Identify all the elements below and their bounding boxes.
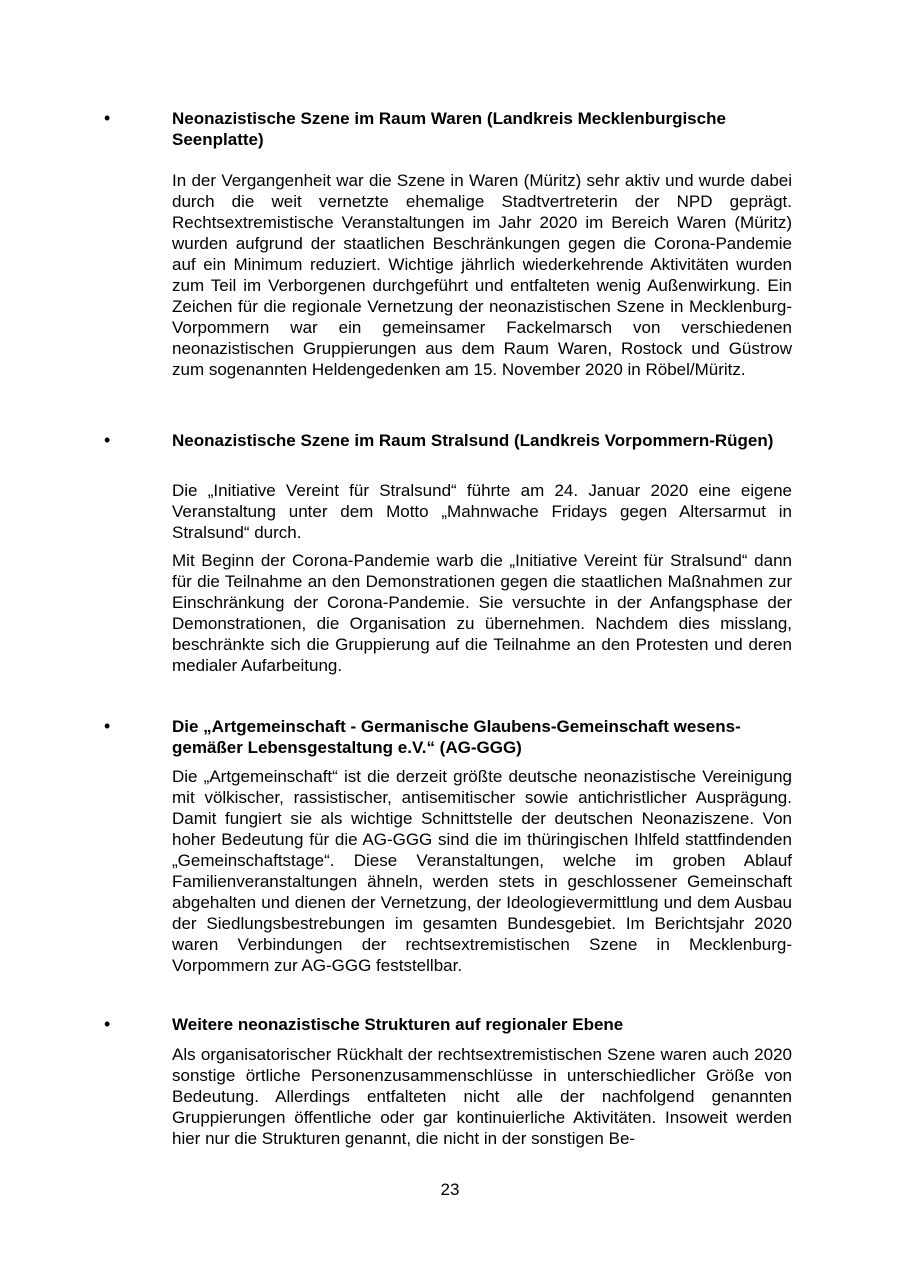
section-heading: Die „Artgemeinschaft - Germanische Glaubens-Gemeinschaft wesensgemäßer Lebensgestaltung e.V.“ (AG-GGG) xyxy=(172,717,741,757)
section-paragraph: Die „Artgemeinschaft“ ist die derzeit größte deutsche neonazistische Vereinigung mit völkischer, rassistischer, antisemitischer sowie antichristlicher Ausprägung. Damit fungiert sie als wichtige Schnittstelle der deutschen Neonaziszene. Von hoher Bedeutung für die AG-GGG sind die im thüringischen Ihlfeld stattfindenden „Gemeinschaftstage“. Diese Veranstaltungen, welche im groben Ablauf Familienveranstaltungen ähneln, werden stets in geschlossener Gemeinschaft abgehalten und dienen der Vernetzung, der Ideologievermittlung und dem Ausbau der Siedlungsbestrebungen im gesamten Bundesgebiet. Im Berichtsjahr 2020 waren Verbindungen der rechtsextremistischen Szene in Mecklenburg-Vorpommern zur AG-GGG feststellbar. xyxy=(172,767,792,975)
section-heading: Neonazistische Szene im Raum Waren (Landkreis Mecklenburgische Seenplatte) xyxy=(172,109,726,149)
bullet-marker: • xyxy=(104,430,111,450)
page-number: 23 xyxy=(440,1180,460,1199)
section-paragraph: Mit Beginn der Corona-Pandemie warb die „Initiative Vereint für Stralsund“ dann für die Teilnahme an den Demonstrationen gegen die staatlichen Maßnahmen zur Einschränkung der Corona-Pandemie. Sie versuchte in der Anfangsphase der Demonstrationen, die Organisation zu übernehmen. Nachdem dies misslang, beschränkte sich die Gruppierung auf die Teilnahme an den Protesten und deren medialer Aufarbeitung. xyxy=(172,551,792,675)
bullet-marker: • xyxy=(104,1014,111,1034)
section-heading: Weitere neonazistische Strukturen auf regionaler Ebene xyxy=(172,1015,624,1034)
bullet-marker: • xyxy=(104,716,111,736)
section-paragraph: Die „Initiative Vereint für Stralsund“ führte am 24. Januar 2020 eine eigene Veranstaltung unter dem Motto „Mahnwache Fridays gegen Altersarmut in Stralsund“ durch. xyxy=(172,481,792,542)
section-paragraph: Als organisatorischer Rückhalt der rechtsextremistischen Szene waren auch 2020 sonstige örtliche Personenzusammenschlüsse in unterschiedlicher Größe von Bedeutung. Allerdings entfalteten nicht alle der nachfolgend genannten Gruppierungen öffentliche oder gar kontinuierliche Aktivitäten. Insoweit werden hier nur die Strukturen genannt, die nicht in der sonstigen Be- xyxy=(172,1045,792,1148)
bullet-marker: • xyxy=(104,108,111,128)
section-paragraph: In der Vergangenheit war die Szene in Waren (Müritz) sehr aktiv und wurde dabei durch die weit vernetzte ehemalige Stadtvertreterin der NPD geprägt. Rechtsextremistische Veranstaltungen im Jahr 2020 im Bereich Waren (Müritz) wurden aufgrund der staatlichen Beschränkungen gegen die Corona-Pandemie auf ein Minimum reduziert. Wichtige jährlich wiederkehrende Aktivitäten wurden zum Teil im Verborgenen durchgeführt und entfalteten wenig Außenwirkung. Ein Zeichen für die regionale Vernetzung der neonazistischen Szene in Mecklenburg-Vorpommern war ein gemeinsamer Fackelmarsch von verschiedenen neonazistischen Gruppierungen aus dem Raum Waren, Rostock und Güstrow zum sogenannten Heldengedenken am 15. November 2020 in Röbel/Müritz. xyxy=(172,171,792,379)
section-heading: Neonazistische Szene im Raum Stralsund (Landkreis Vorpommern-Rügen) xyxy=(172,431,774,450)
